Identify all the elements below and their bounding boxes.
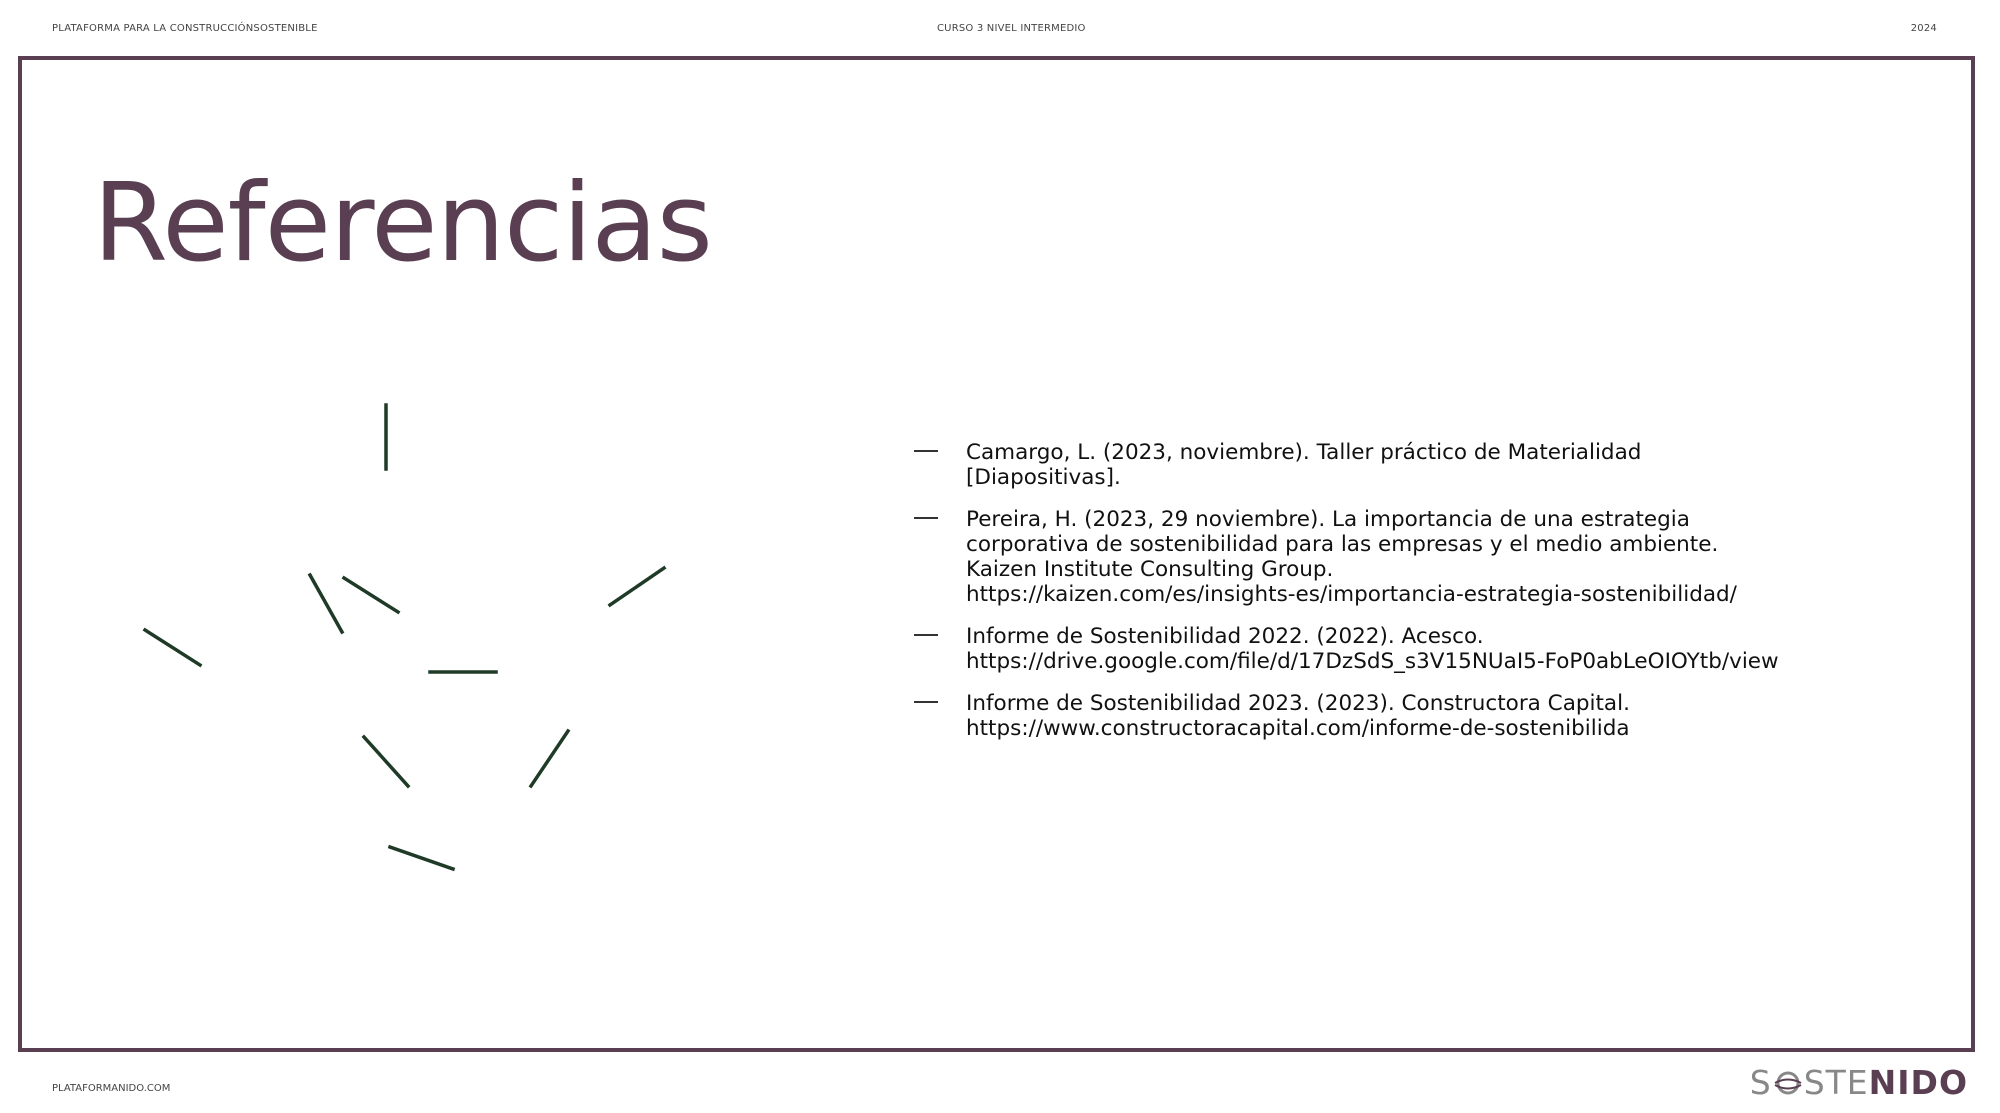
bullet-dash — [914, 517, 938, 519]
slide-title: Referencias — [93, 161, 712, 286]
header-left-text: PLATAFORMA PARA LA CONSTRUCCIÓNSOSTENIBLE — [52, 23, 318, 34]
bullet-dash — [914, 701, 938, 703]
footer-website: PLATAFORMANIDO.COM — [52, 1083, 171, 1094]
deco-line — [310, 575, 342, 632]
reference-text: Camargo, L. (2023, noviembre). Taller práctico de Materialidad [Diapositivas]. — [966, 440, 1642, 490]
deco-line — [390, 847, 453, 869]
deco-line — [344, 578, 398, 612]
deco-line — [610, 568, 664, 605]
reference-item — [914, 440, 1914, 490]
logo-nest-icon — [1773, 1068, 1803, 1098]
header-year: 2024 — [1910, 23, 1937, 34]
logo-bold: NIDO — [1868, 1063, 1968, 1102]
reference-item — [914, 507, 1914, 607]
brand-logo — [1750, 1063, 1968, 1102]
reference-text: Informe de Sostenibilidad 2023. (2023). Constructora Capital. https://www.constructoracapital.com/informe-de-sostenibilida — [966, 691, 1630, 741]
logo-light: STE — [1803, 1063, 1869, 1102]
deco-line — [145, 630, 200, 665]
reference-text: Informe de Sostenibilidad 2022. (2022). Acesco. https://drive.google.com/file/d/17DzSdS_s3V15NUaI5-FoP0abLeOIOYtb/view — [966, 624, 1779, 674]
bullet-dash — [914, 450, 938, 452]
reference-item — [914, 691, 1914, 741]
logo-prefix: S — [1749, 1063, 1772, 1102]
bullet-dash — [914, 634, 938, 636]
header-course-text: CURSO 3 NIVEL INTERMEDIO — [937, 23, 1086, 34]
reference-text: Pereira, H. (2023, 29 noviembre). La importancia de una estrategia corporativa de sostenibilidad para las empresas y el medio ambiente. Kaizen Institute Consulting Group. https://kaizen.com/es/insights-es/importancia-estrategia-sostenibilidad/ — [966, 507, 1737, 607]
reference-item — [914, 624, 1914, 674]
deco-line — [531, 731, 568, 786]
reference-list — [914, 440, 1914, 758]
deco-line — [364, 737, 408, 786]
